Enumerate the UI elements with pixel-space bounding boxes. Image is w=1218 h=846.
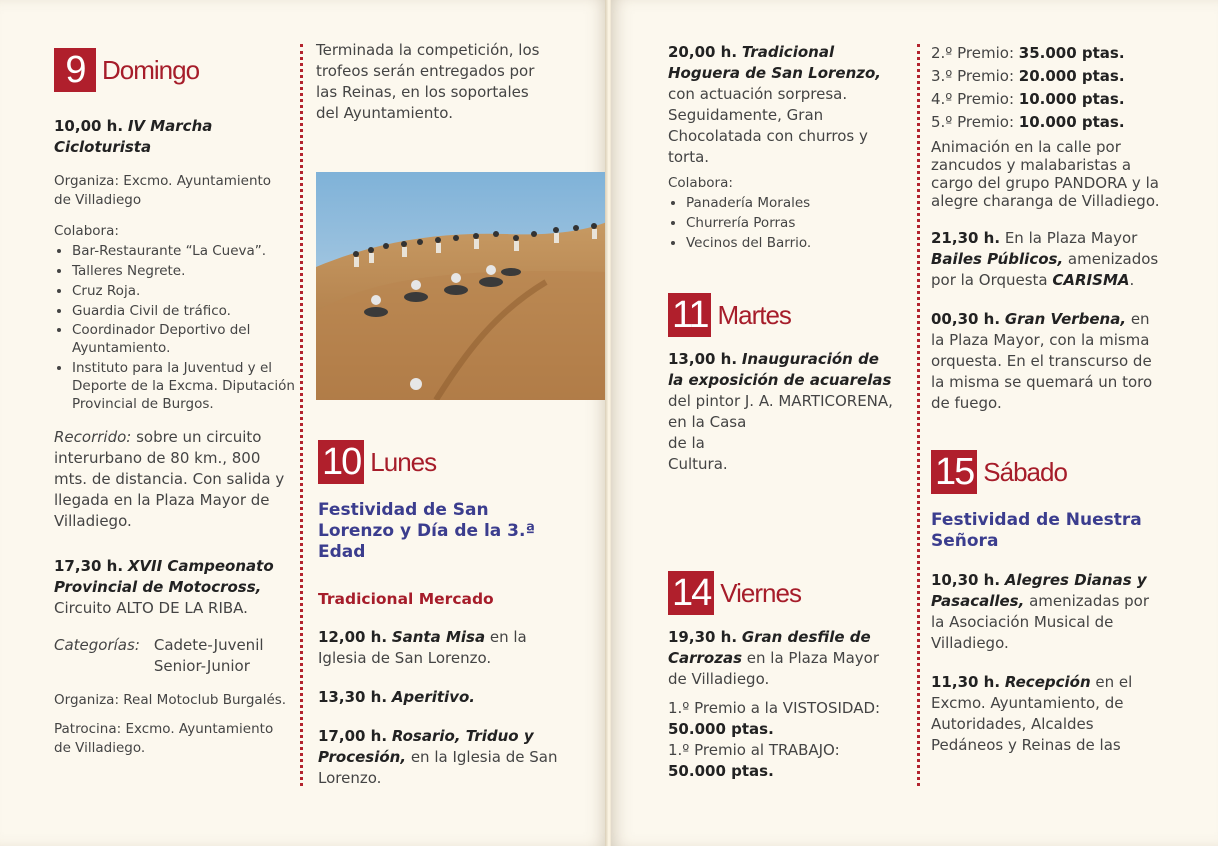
event-text: en la Iglesia de San Lorenzo. <box>318 628 527 667</box>
event <box>931 309 1163 414</box>
event-title: IV Marcha Cicloturista <box>54 117 213 156</box>
premio-label: 1.º Premio a la VISTOSIDAD: <box>668 699 881 717</box>
intro-text: Terminada la competición, los trofeos serán entregados por las Reinas, en los soportales del Ayuntamiento. <box>316 41 540 122</box>
premio-value <box>668 761 896 782</box>
categorias-values <box>154 635 264 677</box>
list-item: • Coordinador Deportivo del Ayuntamiento. <box>72 321 304 357</box>
premio-label: 1.º Premio al TRABAJO: <box>668 741 840 759</box>
column-divider <box>300 44 303 786</box>
premio-row <box>931 65 1163 88</box>
organiza: Organiza: Excmo. Ayuntamiento de Villadiego <box>54 173 272 208</box>
event-time: 21,30 h. <box>931 229 1001 247</box>
categorias <box>54 635 290 677</box>
event <box>318 627 558 669</box>
list-item: • Vecinos del Barrio. <box>686 233 896 253</box>
day-number: 9 <box>54 48 96 92</box>
event-text: en la Plaza Mayor de Villadiego. <box>668 649 880 688</box>
premio-amount: 50.000 ptas. <box>668 720 774 738</box>
event <box>668 349 896 412</box>
right-page <box>611 0 1218 846</box>
premio-row <box>931 42 1163 65</box>
premio-amount: 10.000 ptas. <box>1018 113 1125 131</box>
mercado-heading: Tradicional Mercado <box>318 590 494 608</box>
festividad-heading: Festividad de Nuestra Señora <box>931 510 1142 551</box>
event-time: 10,30 h. <box>931 571 1001 589</box>
event-text: en la Iglesia de San Lorenzo. <box>318 748 558 787</box>
categorias-label: Categorías: <box>54 636 140 654</box>
list-item: • Talleres Negrete. <box>72 261 304 281</box>
colabora-list <box>54 241 304 413</box>
day-number: 15 <box>931 450 977 494</box>
recorrido <box>54 427 290 532</box>
event-text: de la <box>668 434 705 452</box>
premio-amount: 35.000 ptas. <box>1018 44 1125 62</box>
colabora-list <box>668 193 896 253</box>
premios-list <box>931 42 1163 134</box>
right-col-1 <box>668 42 896 782</box>
colabora-label: Colabora: <box>54 223 119 239</box>
day-15-header <box>931 450 1163 494</box>
premio-amount: 20.000 ptas. <box>1018 67 1125 85</box>
event-title: Tradicional Hoguera de San Lorenzo, <box>668 43 881 82</box>
event <box>931 228 1163 291</box>
left-page <box>0 0 607 846</box>
event-time: 17,30 h. <box>54 557 124 575</box>
premio-amount: 50.000 ptas. <box>668 762 774 780</box>
event-text: Circuito ALTO DE LA RIBA. <box>54 599 248 617</box>
list-item: • Guardia Civil de tráfico. <box>72 301 304 321</box>
list-item: • Panadería Morales <box>686 193 896 213</box>
motocross-photo <box>316 172 607 400</box>
day-name: Sábado <box>983 457 1067 487</box>
premio-row <box>931 88 1163 111</box>
event <box>54 556 290 619</box>
day-14-header <box>668 571 896 615</box>
event-time: 12,00 h. <box>318 628 388 646</box>
event-time: 13,30 h. <box>318 688 388 706</box>
day-name: Martes <box>717 300 791 330</box>
event-text: En la Plaza Mayor <box>1000 229 1138 247</box>
day-name: Lunes <box>370 447 437 477</box>
event-text: . <box>1129 271 1135 289</box>
day-name: Viernes <box>720 578 801 608</box>
event <box>931 672 1163 756</box>
left-col-2 <box>318 440 558 789</box>
day-number: 14 <box>668 571 714 615</box>
premio-amount: 10.000 ptas. <box>1018 90 1125 108</box>
event <box>318 726 558 789</box>
premio-label: 4.º Premio: <box>931 90 1019 108</box>
event-title: Santa Misa <box>391 628 486 646</box>
left-col-1 <box>54 48 295 758</box>
event-title: Gran desfile de Carrozas <box>668 628 871 667</box>
event-text: Cultura. <box>668 455 728 473</box>
event-text: amenizados por la Orquesta <box>931 250 1159 289</box>
premio-row <box>931 111 1163 134</box>
event-title: Bailes Públicos, <box>931 250 1064 268</box>
recorrido-text: sobre un circuito interurbano de 80 km., 800 mts. de distancia. Con salida y llegada en la Plaza Mayor de Villadiego. <box>54 428 285 530</box>
event <box>54 116 290 158</box>
event-time: 13,00 h. <box>668 350 738 368</box>
event <box>668 627 896 690</box>
event-text: en la Plaza Mayor, con la misma orquesta. En el transcurso de la misma se quemará un toro de fuego. <box>931 310 1153 412</box>
premio-value <box>668 719 896 740</box>
event-text: en la Casa <box>668 413 747 431</box>
animacion-text: Animación en la calle por zancudos y malabaristas a cargo del grupo PANDORA y la alegre charanga de Villadiego. <box>931 138 1160 210</box>
event <box>318 687 558 708</box>
event <box>668 42 896 168</box>
premio-label: 2.º Premio: <box>931 44 1019 62</box>
event-title: Rosario, Triduo y Procesión, <box>318 727 534 766</box>
event-text: en el Excmo. Ayuntamiento, de Autoridades, Alcaldes Pedáneos y Reinas de las <box>931 673 1133 754</box>
event-title: Alegres Dianas y Pasacalles, <box>931 571 1147 610</box>
event-time: 17,00 h. <box>318 727 388 745</box>
event-time: 19,30 h. <box>668 628 738 646</box>
premio-label: 5.º Premio: <box>931 113 1019 131</box>
left-col-2-intro <box>316 40 544 124</box>
event-text: amenizadas por la Asociación Musical de Villadiego. <box>931 592 1150 652</box>
categoria: Cadete-Juvenil <box>153 636 264 654</box>
event-time: 10,00 h. <box>54 117 124 135</box>
day-name: Domingo <box>102 55 200 85</box>
right-col-2 <box>931 42 1163 756</box>
list-item: • Churrería Porras <box>686 213 896 233</box>
event-text: del pintor J. A. MARTICORENA, <box>668 392 893 410</box>
categoria: Senior-Junior <box>153 657 250 675</box>
event-title: XVII Campeonato Provincial de Motocross, <box>54 557 274 596</box>
event-title: Gran Verbena, <box>1004 310 1127 328</box>
event-title: Recepción <box>1004 673 1091 691</box>
list-item: • Instituto para la Juventud y el Deporte de la Excma. Diputación Provincial de Burgos. <box>72 359 304 413</box>
festividad-heading: Festividad de San Lorenzo y Día de la 3.ª Edad <box>318 500 536 562</box>
colabora-label: Colabora: <box>668 175 733 191</box>
day-number: 10 <box>318 440 364 484</box>
organiza: Organiza: Real Motoclub Burgalés. <box>54 692 287 708</box>
list-item: • Bar-Restaurante “La Cueva”. <box>72 241 304 261</box>
premio-label: 3.º Premio: <box>931 67 1019 85</box>
orchestra-name: CARISMA <box>1052 271 1130 289</box>
list-item: • Cruz Roja. <box>72 281 304 301</box>
day-11-header <box>668 293 896 337</box>
event-time: 00,30 h. <box>931 310 1001 328</box>
event-time: 20,00 h. <box>668 43 738 61</box>
day-10-header <box>318 440 558 484</box>
column-divider <box>917 44 920 786</box>
day-number: 11 <box>668 293 711 337</box>
recorrido-label: Recorrido: <box>54 428 132 446</box>
patrocina: Patrocina: Excmo. Ayuntamiento de Villadiego. <box>54 721 274 756</box>
event-title: Inauguración de la exposición de acuarelas <box>668 350 892 389</box>
day-9-header <box>54 48 290 92</box>
event-text: con actuación sorpresa. Seguidamente, Gran Chocolatada con churros y torta. <box>668 85 868 166</box>
event-time: 11,30 h. <box>931 673 1001 691</box>
event <box>931 570 1163 654</box>
event-title: Aperitivo. <box>391 688 475 706</box>
